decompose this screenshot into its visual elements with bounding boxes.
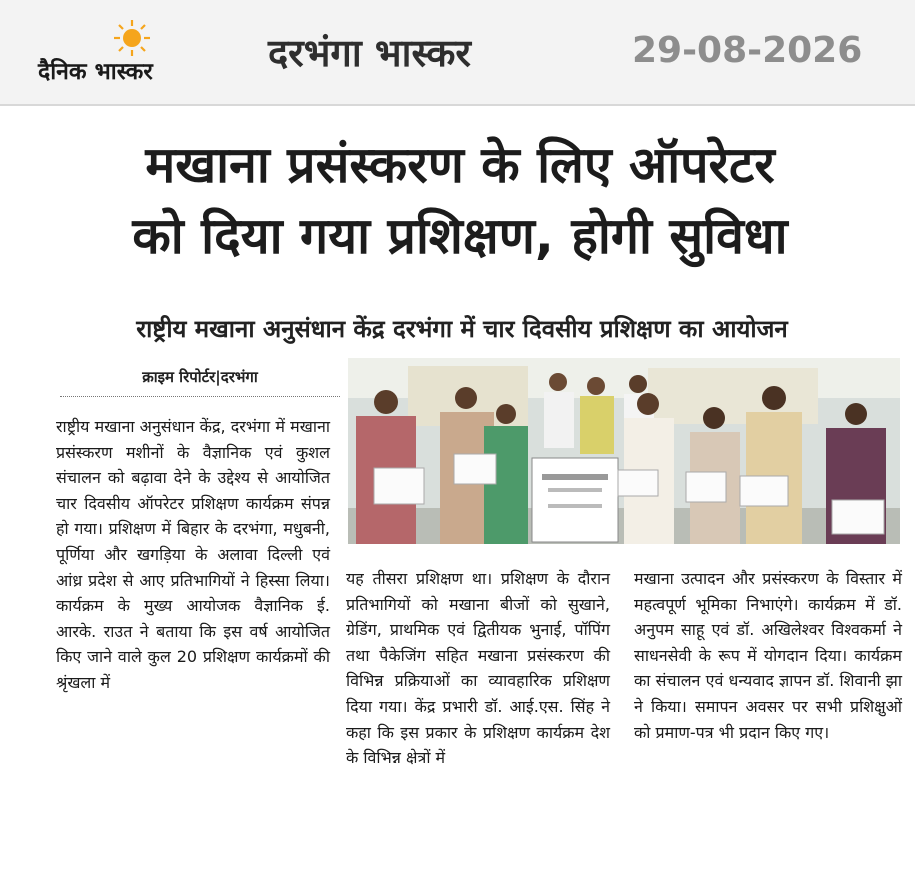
article-column-1: राष्ट्रीय मखाना अनुसंधान केंद्र, दरभंगा में मखाना प्रसंस्करण मशीनों के वैज्ञानिक एवं कुशल संचालन को बढ़ावा देने के उद्देश्य से आयोजित चार दिवसीय ऑपरेटर प्रशिक्षण कार्यक्रम संपन्न हो गया। प्रशिक्षण में बिहार के दरभंगा, मधुबनी, पूर्णिया और खगड़िया के अलावा दिल्ली एवं आंध्र प्रदेश से आए प्रतिभागियों ने हिस्सा लिया। कार्यक्रम के मुख्य आयोजक वैज्ञानिक ई. आरके. राउत ने बताया कि इस वर्ष आयोजित किए जाने वाले कुल 20 प्रशिक्षण कार्यक्रमों की श्रृंखला में bbox=[56, 417, 330, 692]
article-column-2: यह तीसरा प्रशिक्षण था। प्रशिक्षण के दौरान प्रतिभागियों को मखाना बीजों को सुखाने, ग्रेडिंग, प्राथमिक एवं द्वितीयक भुनाई, पॉपिंग तथा पैकेजिंग सहित मखाना प्रसंस्करण की विभिन्न प्रक्रियाओं का व्यावहारिक प्रशिक्षण दिया गया। केंद्र प्रभारी डॉ. आई.एस. सिंह ने कहा कि इस प्रकार के प्रशिक्षण कार्यक्रम देश के विभिन्न क्षेत्रों में bbox=[346, 569, 610, 768]
byline: क्राइम रिपोर्टर|दरभंगा bbox=[60, 364, 340, 397]
masthead bbox=[0, 0, 915, 106]
article-column-3: मखाना उत्पादन और प्रसंस्करण के विस्तार में महत्वपूर्ण भूमिका निभाएंगे। कार्यक्रम में डॉ. अनुपम साहू एवं डॉ. अखिलेश्वर विश्वकर्मा ने साधनसेवी के रूप में योगदान दिया। कार्यक्रम का संचालन एवं धन्यवाद ज्ञापन डॉ. शिवानी झा ने किया। समापन अवसर पर सभी प्रशिक्षुओं को प्रमाण-पत्र भी प्रदान किए गए। bbox=[634, 569, 902, 742]
news-photo bbox=[348, 358, 900, 544]
subheadline: राष्ट्रीय मखाना अनुसंधान केंद्र दरभंगा में चार दिवसीय प्रशिक्षण का आयोजन bbox=[136, 315, 788, 343]
logo-text: दैनिक भास्कर bbox=[38, 59, 153, 85]
newspaper-logo[interactable] bbox=[38, 18, 218, 88]
headline-line-1: मखाना प्रसंस्करण के लिए ऑपरेटर bbox=[145, 136, 775, 194]
headline-line-2: को दिया गया प्रशिक्षण, होगी सुविधा bbox=[132, 207, 788, 265]
sun-icon bbox=[112, 18, 152, 58]
group-photo-illustration bbox=[348, 358, 900, 544]
edition-name: दरभंगा भास्कर bbox=[268, 31, 471, 75]
edition-date: 29-08-2026 bbox=[632, 30, 863, 71]
